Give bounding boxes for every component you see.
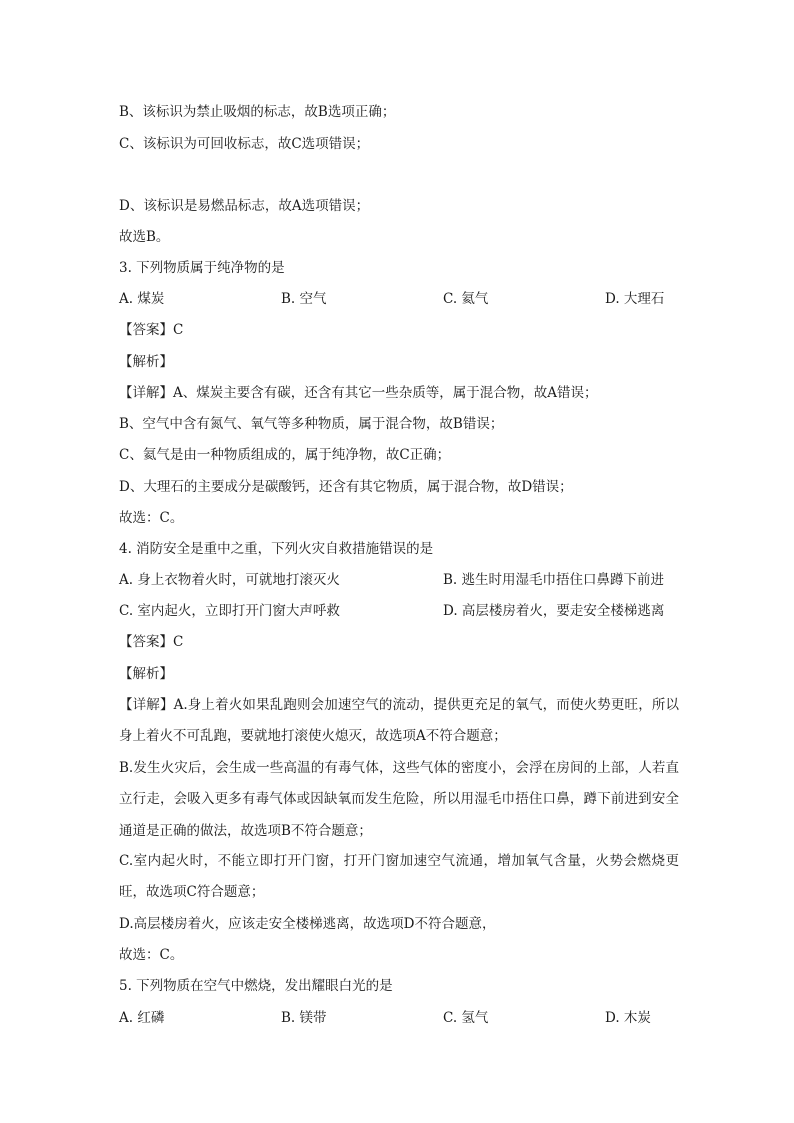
question-4-option-c: C. 室内起火，立即打开门窗大声呼救 (119, 603, 340, 619)
question-5-option-d: D. 木炭 (605, 1010, 651, 1026)
question-3-option-c: C. 氦气 (443, 291, 489, 307)
question-4-detail-a: 【详解】A.身上着火如果乱跑则会加速空气的流动，提供更充足的氧气，而使火势更旺，所以身上着火不可乱跑，要就地打滚使火熄灭，故选项A不符合题意； (119, 697, 679, 745)
question-4-conclusion: 故选：C。 (119, 947, 184, 963)
question-4-stem: 4. 消防安全是重中之重，下列火灾自救措施错误的是 (119, 541, 434, 557)
question-3-conclusion: 故选：C。 (119, 510, 184, 526)
conclusion-line: 故选B。 (119, 229, 170, 245)
question-3-detail-a: 【详解】A、煤炭主要含有碳，还含有其它一些杂质等，属于混合物，故A错误； (119, 385, 598, 401)
question-4-detail-d: D.高层楼房着火，应该走安全楼梯逃离，故选项D不符合题意， (119, 916, 496, 932)
question-5-stem: 5. 下列物质在空气中燃烧，发出耀眼白光的是 (119, 978, 393, 994)
explanation-line-b: B、该标识为禁止吸烟的标志，故B选项正确； (119, 104, 396, 120)
question-3-option-b: B. 空气 (281, 291, 327, 307)
question-3-detail-d: D、大理石的主要成分是碳酸钙，还含有其它物质，属于混合物，故D错误； (119, 479, 573, 495)
question-4-option-a: A. 身上衣物着火时，可就地打滚灭火 (119, 572, 340, 588)
question-3-detail-b: B、空气中含有氮气、氧气等多种物质，属于混合物，故B错误； (119, 416, 504, 432)
question-4-detail-b: B.发生火灾后，会生成一些高温的有毒气体，这些气体的密度小，会浮在房间的上部，人若直立行走，会吸入更多有毒气体或因缺氧而发生危险，所以用湿毛巾捂住口鼻，蹲下前进到安全通道是正确的做法，故选项B不符合题意； (119, 760, 679, 839)
question-5-option-b: B. 镁带 (281, 1010, 327, 1026)
question-4-option-b: B. 逃生时用湿毛巾捂住口鼻蹲下前进 (443, 572, 665, 588)
question-3-stem: 3. 下列物质属于纯净物的是 (119, 260, 285, 276)
question-5-option-c: C. 氢气 (443, 1010, 489, 1026)
question-3-analysis-heading: 【解析】 (119, 354, 173, 370)
question-4-analysis-heading: 【解析】 (119, 666, 173, 682)
question-3-option-a: A. 煤炭 (119, 291, 165, 307)
question-4-answer: 【答案】C (119, 634, 184, 650)
explanation-line-d: D、该标识是易燃品标志，故A选项错误； (119, 198, 370, 214)
question-3-answer: 【答案】C (119, 322, 184, 338)
question-3-option-d: D. 大理石 (605, 291, 665, 307)
question-4-option-d: D. 高层楼房着火，要走安全楼梯逃离 (443, 603, 665, 619)
explanation-line-c: C、该标识为可回收标志，故C选项错误； (119, 136, 370, 152)
question-5-option-a: A. 红磷 (119, 1010, 165, 1026)
question-3-detail-c: C、氦气是由一种物质组成的，属于纯净物，故C正确； (119, 447, 451, 463)
question-4-detail-c: C.室内起火时，不能立即打开门窗，打开门窗加速空气流通，增加氧气含量，火势会燃烧更旺，故选项C符合题意； (119, 853, 679, 901)
